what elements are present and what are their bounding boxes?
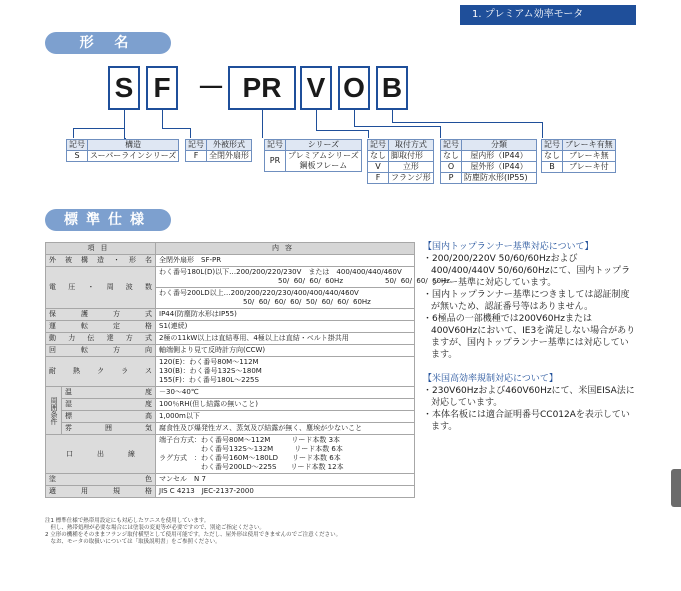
code-dash: － [197, 72, 226, 103]
series-h2: シリーズ [286, 140, 362, 151]
mount-desc-0: 脚取付形 [389, 151, 434, 162]
key-table-structure [66, 139, 179, 162]
class-code-0: なし [441, 151, 462, 162]
spec-label-environment: 周囲条件 [46, 387, 62, 435]
spec-label-altitude: 標高 [62, 411, 156, 423]
code-box-b: B [376, 66, 408, 110]
spec-label-temperature: 温度 [62, 387, 156, 399]
mount-desc-2: フランジ形 [389, 173, 434, 184]
series-desc: プレミアムシリーズ 鋼板フレーム [286, 151, 362, 172]
connector-b-h [392, 122, 542, 123]
code-box-f: F [146, 66, 178, 110]
note-line-2: 但し、熱帯処理が必要な場合には塗装の変更等が必要ですので、別途ご指定ください。 [45, 525, 265, 531]
section-header: 1. プレミアム効率モータ [460, 5, 636, 25]
gaiso-code: F [186, 151, 207, 162]
kozo-desc: スーパーラインシリーズ [88, 151, 179, 162]
mount-desc-1: 立形 [389, 162, 434, 173]
brake-code-0: なし [542, 151, 563, 162]
spec-value-humidity: 100％RH(但し結露の無いこと) [156, 399, 415, 411]
mount-h2: 取付方式 [389, 140, 434, 151]
top-runner-list [423, 253, 637, 361]
spec-label-humidity: 湿度 [62, 399, 156, 411]
code-box-o: O [338, 66, 370, 110]
note-line-4: なお、モータの取扱いについては「取扱説明書」をご参照ください。 [45, 539, 221, 545]
key-table-series [264, 139, 362, 172]
model-section-title: 形 名 [45, 32, 171, 54]
connector-b-v [542, 122, 543, 138]
spec-value-protection: IP44(防塵防水形はIP55) [156, 309, 415, 321]
key-table-classification [440, 139, 537, 184]
connector-v-h [316, 130, 368, 131]
series-h1: 記号 [265, 140, 286, 151]
class-desc-1: 屋外形（IP44） [462, 162, 537, 173]
top-runner-title: 【国内トップランナー基準対応について】 [423, 242, 594, 252]
connector-o-v [440, 126, 441, 138]
connector-v [316, 110, 317, 130]
spec-label-atmosphere: 雰囲気 [62, 423, 156, 435]
spec-table [45, 242, 450, 498]
spec-head-content: 内容 [156, 243, 415, 255]
spec-value-temperature: －30～40℃ [156, 387, 415, 399]
brake-h2: ブレーキ有無 [563, 140, 616, 151]
spec-value-enclosure: 全閉外扇形 SF-PR [156, 255, 415, 267]
spec-label-rating: 運転定格 [46, 321, 156, 333]
key-table-brake [541, 139, 616, 173]
code-box-s: S [108, 66, 140, 110]
top-runner-item: ・国内トップランナー基準につきましては認証制度が無いため、認証番号等はありません。 [423, 290, 630, 312]
spec-value-voltage-1: わく番号180L(D)以下…200/200/220/230V または 400/400/440/460V 50/ 60/ 60/ 60Hz 50/ 60/ 60/ 60Hz [156, 267, 415, 288]
spec-value-rotation: 軸端側より見て反時計方向(CCW) [156, 345, 415, 357]
key-table-enclosure [185, 139, 252, 162]
spec-label-standard: 適用規格 [46, 486, 156, 498]
code-box-v: V [300, 66, 332, 110]
us-list [423, 385, 637, 433]
class-code-1: O [441, 162, 462, 173]
gaiso-desc: 全閉外扇形 [207, 151, 252, 162]
spec-value-drive: 2極の11kW以上は直結専用、4極以上は直結・ベルト掛共用 [156, 333, 415, 345]
brake-desc-1: ブレーキ付 [563, 162, 616, 173]
class-h1: 記号 [441, 140, 462, 151]
connector-s [124, 110, 126, 139]
top-runner-item: ・200/200/220V 50/60/60Hzおよび400/400/440V 50/60/60Hzにて、国内トップランナー基準に対応しています。 [423, 254, 631, 288]
class-desc-0: 屋内形（IP44） [462, 151, 537, 162]
spec-label-drive: 動力伝達方式 [46, 333, 156, 345]
spec-value-altitude: 1,000m以下 [156, 411, 415, 423]
connector-f-v [190, 128, 191, 138]
spec-notes [45, 518, 425, 546]
spec-label-protection: 保護方式 [46, 309, 156, 321]
kozo-code: S [67, 151, 88, 162]
kozo-h2: 構造 [88, 140, 179, 151]
code-box-pr: PR [228, 66, 296, 110]
class-code-2: P [441, 173, 462, 184]
connector-f [162, 110, 163, 128]
spec-value-rating: S1(連続) [156, 321, 415, 333]
mount-code-0: なし [368, 151, 389, 162]
spec-value-paint: マンセル N 7 [156, 474, 415, 486]
spec-value-outlet: 端子台方式：わく番号80M～112M リード本数 3本 わく番号132S～132M リード本数 6本 ラグ方式 ：わく番号160M～180LD リード本数 6本 わく番号200LD～225S リード本数 12本 [156, 435, 415, 474]
connector-o-h [354, 126, 440, 127]
brake-h1: 記号 [542, 140, 563, 151]
class-desc-2: 防塵防水形(IP55) [462, 173, 537, 184]
us-item: ・230V60Hzおよび460V60Hzにて、米国EISA法に対応しています。 [423, 386, 635, 408]
top-runner-item: ・6極品の一部機種では200V60Hzまたは400V60Hzにおいて、IE3を満足しない場合がありますが、国内トップランナー基準には対応しています。 [423, 314, 636, 360]
kozo-h1: 記号 [67, 140, 88, 151]
right-notes [423, 241, 637, 433]
spec-head-item: 項目 [46, 243, 156, 255]
brake-code-1: B [542, 162, 563, 173]
mount-h1: 記号 [368, 140, 389, 151]
connector-b [392, 110, 393, 122]
spec-value-insulation: 120(E)：わく番号80M～112M 130(B)：わく番号132S～180M 155(F)：わく番号180L～225S [156, 357, 415, 387]
mount-code-2: F [368, 173, 389, 184]
connector-o [354, 110, 355, 126]
key-table-mounting [367, 139, 434, 184]
spec-value-standard: JIS C 4213 JEC-2137-2000 [156, 486, 415, 498]
connector-v-v [368, 130, 369, 138]
spec-label-voltage: 電圧・周波数 [46, 267, 156, 309]
spec-label-outlet: 口出線 [46, 435, 156, 474]
series-code: PR [265, 151, 286, 172]
us-title: 【米国高効率規制対応について】 [423, 374, 558, 384]
spec-label-enclosure: 外被構造・形名 [46, 255, 156, 267]
gaiso-h1: 記号 [186, 140, 207, 151]
us-item: ・本体名板には適合証明番号CC012Aを表示しています。 [423, 410, 630, 432]
brake-desc-0: ブレーキ無 [563, 151, 616, 162]
side-tab[interactable] [671, 469, 681, 507]
note-line-3: 2 立形の機種をそのままフランジ取付横型として使用可能です。ただし、屋外形は使用できませんのでご注意ください。 [45, 532, 342, 538]
spec-label-paint: 塗色 [46, 474, 156, 486]
spec-value-atmosphere: 腐食性及び爆発性ガス、蒸気及び結露が無く、塵埃が少ないこと [156, 423, 415, 435]
connector-pr [262, 110, 263, 138]
connector-f-h [162, 128, 190, 129]
note-line-1: 注1 標準仕様で熱帯用設定にも対応したワニスを使用しています。 [45, 518, 210, 524]
gaiso-h2: 外被形式 [207, 140, 252, 151]
spec-section-title: 標準仕様 [45, 209, 171, 231]
spec-label-insulation: 耐熱クラス [46, 357, 156, 387]
spec-label-rotation: 回転方向 [46, 345, 156, 357]
mount-code-1: V [368, 162, 389, 173]
spec-value-voltage-2: わく番号200LD以上…200/200/220/230/400/400/440/460V 50/ 60/ 60/ 60/ 50/ 60/ 60/ 60Hz [156, 288, 415, 309]
class-h2: 分類 [462, 140, 537, 151]
connector-s-h [73, 128, 124, 129]
connector-s-v [73, 128, 74, 138]
